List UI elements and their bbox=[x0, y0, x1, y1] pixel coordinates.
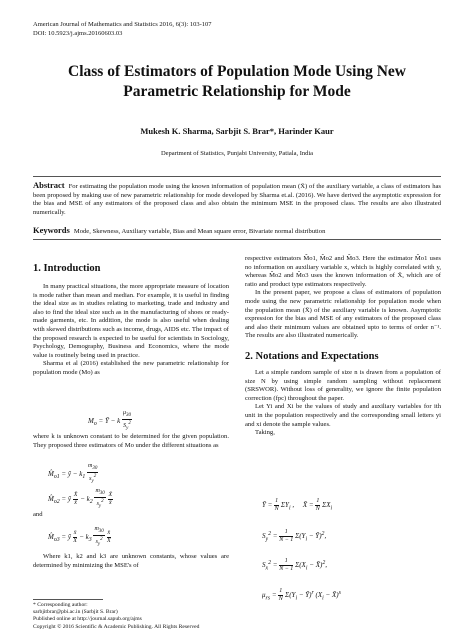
keywords-bottom-rule bbox=[33, 239, 441, 240]
abstract-top-rule bbox=[33, 176, 441, 177]
mode-relationship-equation: $M_o$ = Ȳ − k $\frac{\mu_{30}}{S_y^2}$ bbox=[88, 410, 131, 432]
variance-x-equation: $S_x^2$ = $\frac{1}{N - 1}$ $\Sigma(X_i$ − X̄)$^2$, bbox=[262, 558, 327, 572]
notations-heading: 2. Notations and Expectations bbox=[245, 350, 379, 362]
mean-y-equation: Ȳ = $\frac{1}{N}$ $\Sigma Y_i$ , X̄ = $\frac{1}{N}$ $\Sigma X_i$ bbox=[262, 498, 333, 512]
moment-equation: $\mu_{rs}$ = $\frac{1}{N}$ $\Sigma(Y_i$ − Ȳ)$^r$ ($X_i$ − X̄)$^s$ bbox=[262, 588, 341, 602]
right-paragraph-1: respective estimators M̂o1, M̂o2 and M̂o3. Here the estimator M̂o1 uses no information on auxiliary variable x, which is highly correlated with y, whereas M̂o2 and M̂o3 uses the known information of X̄, which are of ratio and product type estimators respectively. bbox=[245, 255, 441, 288]
right-column bbox=[245, 255, 441, 438]
footnote-rule bbox=[33, 599, 103, 600]
variance-y-equation: $S_y^2$ = $\frac{1}{N - 1}$ $\Sigma(Y_i$ − Ȳ)$^2$, bbox=[262, 529, 327, 543]
footnote-email: sarbjitbrar@pbi.ac.in (Sarbjit S. Brar) bbox=[33, 609, 118, 616]
authors: Mukesh K. Sharma, Sarbjit S. Brar*, Harinder Kaur bbox=[140, 126, 334, 136]
introduction-heading: 1. Introduction bbox=[33, 263, 101, 274]
estimator-3-equation: $M̂_{o3}$ = ȳ $\frac{x̄}{X̄}$ − $k_3$ $\frac{m_{30}}{s_y^2}$ $\frac{x̄}{X̄}$ bbox=[48, 526, 111, 548]
journal-header bbox=[33, 20, 212, 38]
journal-doi: DOI: 10.5923/j.ajms.20160603.03 bbox=[33, 30, 123, 37]
estimator-1-equation: $M̂_{o1}$ = ȳ − $k_1$ $\frac{m_{30}}{s_y^2}$ bbox=[48, 463, 98, 485]
keywords bbox=[33, 226, 441, 237]
right-paragraph-4: Let Yi and Xi be the values of study and auxiliary variables for ith unit in the population respectively and the corresponding small letters yi and xi denote the sample values. bbox=[245, 403, 441, 428]
right-paragraph-2: In the present paper, we propose a class of estimators of population mode using the new parametric relationship for population mode when the population mean (X̄) of the auxiliary variable is known. Asymptotic expression for the bias and MSE of any estimators of the proposed class and also their minimum values are obtained upto to terms of order n⁻¹. The results are also illustrated numerically. bbox=[245, 289, 441, 340]
intro-paragraph-1: In many practical situations, the more appropriate measure of location is mode rather than mean and median. For example, it is useful in finding the ideal size as in studies relating to marketing, trade and industry and also to find the ideal size such as in the manufacturing of shoes or ready-made garments, etc. In addition, the mode is also useful when dealing with skewed distributions such as income, drugs, AIDS etc. The impact of the proposed research is expected to be useful for scientists in Sociology, Psychology, Demography, Business and Economics, where the mode value is routinely being used in practice. bbox=[33, 283, 229, 359]
title-line-2: Parametric Relationship for Mode bbox=[123, 83, 351, 100]
intro-paragraph-3: where k is unknown constant to be determined for the given population. They proposed three estimators of Mo under the different situations as bbox=[33, 433, 229, 449]
intro-paragraph-2: Sharma et al (2016) established the new parametric relationship for population mode (Mo) as bbox=[33, 360, 229, 376]
footnote bbox=[33, 602, 199, 631]
estimator-2-equation: $M̂_{o2}$ = ȳ $\frac{X̄}{x̄}$ − $k_2$ $\frac{m_{30}}{s_y^2}$ $\frac{X̄}{x̄}$ bbox=[48, 488, 113, 510]
intro-paragraph-4: Where k1, k2 and k3 are unknown constants, whose values are determined by minimizing the MSE's of bbox=[33, 553, 229, 569]
intro-paragraph-4-block bbox=[33, 553, 229, 570]
abstract-text: For estimating the population mode using the known information of population mean (X̄) of the auxiliary variable, a class of estimators has been proposed by making use of new parametric relationship for mode developed by Sharma et.al. (2016). We have derived the asymptotic expression for the bias and MSE of any estimators of the proposed class and also obtain the minimum MSE in the proposed class. The results are also illustrated numerically. bbox=[33, 183, 441, 216]
abstract bbox=[33, 181, 441, 217]
keywords-label: Keywords bbox=[33, 225, 70, 235]
and-text: and bbox=[33, 511, 43, 518]
taking-text: Taking, bbox=[255, 429, 275, 437]
and-text-block bbox=[33, 511, 229, 520]
paper-title bbox=[20, 62, 454, 102]
intro-paragraph-3-block bbox=[33, 433, 229, 450]
right-paragraph-3: Let a simple random sample of size n is drawn from a population of size N by using simple random sampling without replacement (SRSWOR). Without loss of generality, we ignore the finite population correction (fpc) throughout the paper. bbox=[245, 368, 441, 402]
keywords-text: Mode, Skewness, Auxiliary variable, Bias and Mean square error, Bivariate normal distribution bbox=[73, 228, 326, 235]
journal-citation: American Journal of Mathematics and Statistics 2016, 6(3): 103-107 bbox=[33, 21, 212, 28]
footnote-copyright: Copyright © 2016 Scientific & Academic Publishing. All Rights Reserved bbox=[33, 623, 200, 630]
footnote-corresponding: * Corresponding author: bbox=[33, 602, 88, 608]
introduction-section bbox=[33, 262, 229, 378]
footnote-published: Published online at http://journal.sapub.org/ajms bbox=[33, 616, 142, 623]
title-line-1: Class of Estimators of Population Mode Using New bbox=[68, 63, 406, 80]
affiliation: Department of Statistics, Punjabi University, Patiala, India bbox=[160, 150, 314, 157]
abstract-label: Abstract bbox=[33, 180, 65, 190]
